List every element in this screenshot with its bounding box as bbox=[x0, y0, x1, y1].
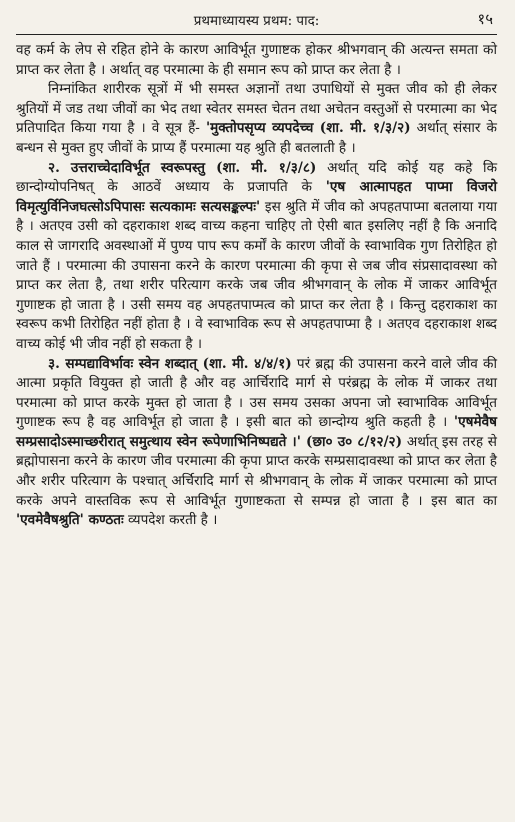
sutra-reference: २. उत्तराच्चेदाविर्भूत स्वरूपस्तु (शा. मी. १/३/८) bbox=[48, 159, 317, 176]
shruti-name: 'एवमेवैषश्रुति' कण्ठतः bbox=[16, 512, 124, 529]
shruti-quote: 'एषमेवैष सम्प्रसादोऽस्माच्छरीरात् समुत्थाय स्वेन रूपेणाभिनिष्पद्यते ।' (छा० उ० ८/१२/२) bbox=[16, 414, 497, 450]
text-segment: अर्थात् संसार के बन्धन से मुक्त हुए जीवों के प्राप्य हैं परमात्मा यह श्रुति ही बतलाती है । bbox=[16, 120, 497, 156]
sutra-reference: 'मुक्तोपसृप्य व्यपदेच्च (शा. मी. १/३/२) bbox=[205, 120, 411, 137]
shruti-quote: 'एष आत्मापहत पाप्मा विजरो विमृत्युर्विनिजघत्सोऽपिपासः सत्यकामः सत्यसङ्कल्पः' bbox=[16, 179, 497, 215]
sutra-reference: ३. सम्पद्याविर्भावः स्वेन शब्दात् (शा. मी. ४/४/१) bbox=[48, 355, 292, 372]
page-header bbox=[16, 0, 497, 35]
text-segment: अर्थात् इस तरह से ब्रह्मोपासना करने के कारण जीव परमात्मा की कृपा प्राप्त करके सम्प्रसादावस्था को प्राप्त कर लेता है और शरीर परित्याग के पश्चात् अर्चिरादि मार्ग से श्रीभगवान् के लोक में जाकर परमात्मा को प्राप्त करके अपने वास्तविक रूप से आविर्भूत गुणाष्टकता से सम्पन्न हो जाता है । इस बात का bbox=[16, 433, 497, 509]
paragraph bbox=[16, 355, 497, 531]
text-segment: वह कर्म के लेप से रहित होने के कारण आविर्भूत गुणाष्टक होकर श्रीभगवान् की अत्यन्त समता को प्राप्त कर लेता है । अर्थात् वह परमात्मा के ही समान रूप को प्राप्त कर लेता है । bbox=[16, 42, 497, 78]
text-segment: परं ब्रह्म की उपासना करने वाले जीव की आत्मा प्रकृति वियुक्त हो जाती है और वह आर्चिरादि मार्ग से परंब्रह्म के लोक में जाकर तथा परमात्मा को प्राप्त करके मुक्त हो जाता है । उस समय उसका अपना जो स्वाभाविक आविर्भूत गुणाष्टक रूप है वह आविर्भूत हो जाता है । इसी बात को छान्दोग्य श्रुति कहती है । bbox=[16, 355, 498, 431]
paragraph bbox=[16, 159, 497, 355]
paragraph bbox=[16, 80, 497, 158]
running-head: प्रथमाध्यायस्य प्रथम: पाद: bbox=[193, 13, 320, 29]
body-text bbox=[16, 41, 497, 531]
text-segment: इस श्रुति में जीव को अपहतपाप्मा बतलाया गया है । अतएव उसी को दहराकाश शब्द वाच्य कहना चाहिए तो ऐसी बात इसलिए नहीं है कि अनादि काल से जागरादि अवस्थाओं में पुण्य पाप रूप कर्मों के कारण जीवों के स्वाभाविक गुण तिरोहित हो जाते हैं । परमात्मा की उपासना करने के कारण परमात्मा की कृपा से जब जीव संप्रसादावस्था को प्राप्त कर लेता है, तथा शरीर परित्याग करके जब जीव श्रीभगवान् के लोक में जाकर आविर्भूत गुणाष्टक हो जाता है । उसी समय वह अपहतपाप्मत्व को प्राप्त कर लेता है । किन्तु दहराकाश का स्वरूप कभी तिरोहित नहीं होता है । वे स्वाभाविक रूप से अपहतपाप्मा है । अतएव दहराकाश शब्द वाच्य कोई भी जीव नहीं हो सकता है । bbox=[16, 198, 497, 352]
text-segment: निम्नांकित शारीरक सूत्रों में भी समस्त अज्ञानों तथा उपाधियों से मुक्त जीव को ही लेकर श्रुतियों में जड तथा जीवों का भेद तथा स्वेतर समस्त चेतन तथा अचेतन वस्तुओं से परमात्मा का भेद प्रतिपादित किया गया है । वे सूत्र हैं- bbox=[16, 81, 497, 137]
page-number: १५ bbox=[477, 10, 493, 28]
text-segment: व्यपदेश करती है । bbox=[123, 512, 218, 529]
text-segment: अर्थात् यदि कोई यह कहे कि छान्दोग्योपनिषत् के आठवें अध्याय के प्रजापति के bbox=[16, 159, 498, 196]
paragraph bbox=[16, 41, 497, 80]
